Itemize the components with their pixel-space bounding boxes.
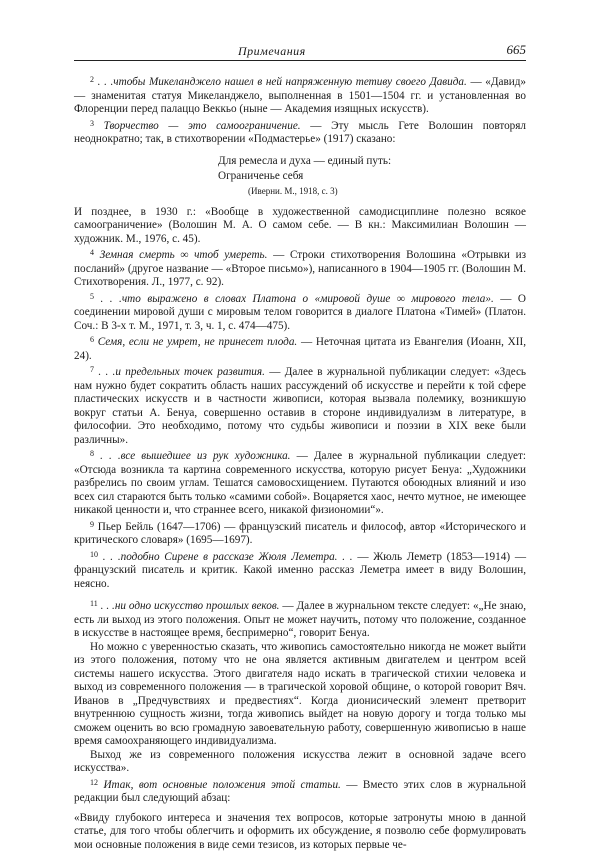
page-number: 665 [507,42,527,58]
footnote-lead: Творчество — это самоограничение. [104,120,301,132]
footnote-text: — Строки стихотворения Волошина «Отрывки из посланий» (другое название — «Второе письмо»), написанного в 1904—1905 гг. (Волошин М. Стихотворения. Л., 1977, с. 92). [74,249,526,288]
footnote-lead: Итак, вот основные положения этой статьи. [103,779,340,791]
footnote-11 [74,597,526,641]
footnote-9 [74,518,526,548]
footnote-lead: Семя, если не умрет, не принесет плода. [98,336,297,348]
footnote-lead: . . .что выражено в словах Платона о «мировой душе ∞ мирового тела». [100,293,493,305]
footnote-11-paragraph: Но можно с уверенностью сказать, что живопись самостоятельно никогда не может выйти из этого положения, потому что не она является активным двигателем и центром всей системы нашего искусства. Этого двигателя надо искать в трагической стихии человека и выход из современного положения — в трагической хоровой общине, о которой говорит Вяч. Иванов в „Предчувствиях и предвестиях“. Когда дионисический элемент претворит внутреннюю сущность жизни, тогда живопись выйдет на новую дорогу и тогда только мы сможем оценить во всю громадную завоевательную работу, совершенную живописью в наше время самоохраняющего индивидуализма. [74,641,526,749]
footnote-number: 7 [90,365,94,374]
footnote-number: 9 [90,520,94,529]
footnote-12 [74,776,526,806]
footnote-8 [74,447,526,518]
footnote-number: 2 [90,75,94,84]
footnote-text: Пьер Бейль (1647—1706) — французский писатель и философ, автор «Исторического и критического словаря» (1695—1697). [74,521,526,547]
footnote-number: 4 [90,248,94,257]
footnote-10 [74,548,526,592]
footnote-11-paragraph: Выход же из современного положения искусства лежит в основной задаче всего искусства». [74,749,526,776]
footnote-number: 5 [90,292,94,301]
poem-line: Ограниченье себя [218,169,526,184]
footnote-5 [74,290,526,334]
footnote-number: 8 [90,449,94,458]
notes-body [74,73,526,852]
footnote-number: 6 [90,335,94,344]
footnote-lead: . . .и предельных точек развития. [98,366,265,378]
footnote-2 [74,73,526,117]
footnote-number: 10 [90,550,98,559]
footnote-text: — Неточная цитата из Евангелия (Иоанн, XII, 24). [74,336,526,362]
poem-quote [218,154,526,199]
footnote-text: — Далее в журнальной публикации следует: «Отсюда возникла та картина современного искусства, которую рисует Бенуа: „Художники разбрелись по своим углам. Тешатся самовосхищением. Путаются обоюдных влияний и изо всех сил стараются быть только «самими собой». Воцаряется хаос, нечто мутное, не имеющее никакой ценности и, что страннее всего, никакой физиономии“». [74,450,526,516]
footnote-text: — Далее в журнальной публикации следует: «Здесь нам нужно будет сократить область наших рассуждений об искусстве и перейти к той сфере пластических искусств и в частности живописи, которая вызвала полемику, возникшую вокруг статьи А. Бенуа, совершенно оставив в стороне индивидуализм в литературе, в философии. Это необходимо, потому что судьбы живописи и поэзии в XIX веке были различны». [74,366,526,446]
running-header [74,40,526,61]
running-title: Примечания [238,44,306,59]
footnote-3 [74,117,526,147]
footnote-lead: . . .подобно Сирене в рассказе Жюля Леметра. . . [103,551,353,563]
footnote-text: — Жюль Леметр (1853—1914) — французский писатель и критик. Какой именно рассказ Леметра имеет в виду Волошин, неясно. [74,551,526,590]
poem-source: (Иверни. М., 1918, с. 3) [248,184,526,199]
footnote-text: — Далее в журнальном тексте следует: «„Не знаю, есть ли выход из этого положения. Опыт не может научить, потому что положение, созданное в искусстве в настоящее время, беспримерно“, говорит Бенуа. [74,600,526,639]
footnote-number: 12 [90,778,98,787]
footnote-number: 3 [90,119,94,128]
footnote-text: — Эту мысль Гете Волошин повторял неоднократно; так, в стихотворении «Подмастерье» (1917) сказано: [74,120,526,146]
footnote-lead: Земная смерть ∞ чтоб умереть. [100,249,268,261]
footnote-text: — «Давид» — знаменитая статуя Микеланджело, выполненная в 1501—1504 гг. и установленная во Флоренции перед палаццо Веккьо (ныне — Академия изящных искусств). [74,76,526,115]
footnote-text: — О соединении мировой души с мировым телом говорится в диалоге Платона «Тимей» (Платон. Соч.: В 3-х т. М., 1971, т. 3, ч. 1, с. 474—475). [74,293,526,332]
footnote-7 [74,363,526,447]
footnote-12-paragraph: «Ввиду глубокого интереса и значения тех вопросов, которые затронуты мною в данной статье, для того чтобы облегчить и оформить их обсуждение, я позволю себе формулировать мои основные положения в виде семи тезисов, из которых первые че- [74,812,526,852]
footnote-lead: . . .чтобы Микеланджело нашел в ней напряженную тетиву своего Давида. [98,76,467,88]
footnote-text: — Вместо этих слов в журнальной редакции был следующий абзац: [74,779,526,805]
footnote-3-continuation: И позднее, в 1930 г.: «Вообще в художественной самодисциплине полезно всякое самоограничение» (Волошин М. А. О самом себе. — В кн.: Максимилиан Волошин — художник. М., 1976, с. 45). [74,206,526,247]
footnote-lead: . . .ни одно искусство прошлых веков. [101,600,280,612]
poem-line: Для ремесла и духа — единый путь: [218,154,526,169]
page [74,40,526,852]
footnote-lead: . . .все вышедшее из рук художника. [100,450,290,462]
footnote-4 [74,246,526,290]
footnote-6 [74,333,526,363]
footnote-number: 11 [90,599,98,608]
